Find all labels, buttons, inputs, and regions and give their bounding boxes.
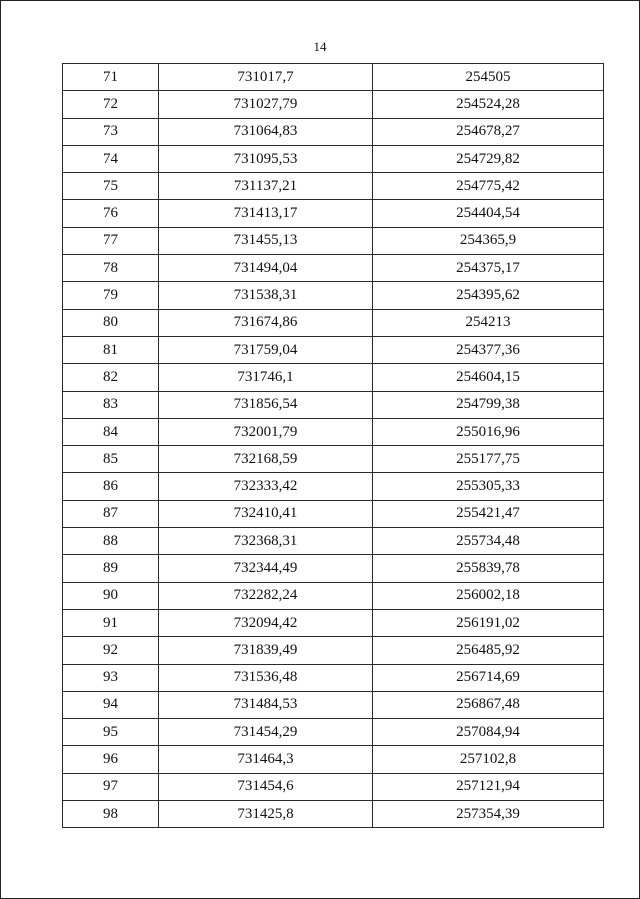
x-coordinate-cell: 731064,83 (159, 118, 373, 145)
table-row (63, 173, 604, 200)
y-coordinate-cell: 254505 (373, 64, 604, 91)
table-row (63, 145, 604, 172)
coordinates-table-body (63, 64, 604, 828)
point-number-cell: 98 (63, 801, 159, 828)
x-coordinate-cell: 731454,29 (159, 719, 373, 746)
x-coordinate-cell: 731538,31 (159, 282, 373, 309)
table-row (63, 609, 604, 636)
x-coordinate-cell: 732410,41 (159, 500, 373, 527)
y-coordinate-cell: 254404,54 (373, 200, 604, 227)
x-coordinate-cell: 731017,7 (159, 64, 373, 91)
point-number-cell: 93 (63, 664, 159, 691)
y-coordinate-cell: 254604,15 (373, 364, 604, 391)
table-row (63, 200, 604, 227)
point-number-cell: 96 (63, 746, 159, 773)
y-coordinate-cell: 255305,33 (373, 473, 604, 500)
point-number-cell: 80 (63, 309, 159, 336)
x-coordinate-cell: 731095,53 (159, 145, 373, 172)
x-coordinate-cell: 732344,49 (159, 555, 373, 582)
point-number-cell: 83 (63, 391, 159, 418)
point-number-cell: 82 (63, 364, 159, 391)
y-coordinate-cell: 257354,39 (373, 801, 604, 828)
table-row (63, 500, 604, 527)
y-coordinate-cell: 255421,47 (373, 500, 604, 527)
x-coordinate-cell: 732368,31 (159, 528, 373, 555)
table-row (63, 555, 604, 582)
y-coordinate-cell: 255839,78 (373, 555, 604, 582)
point-number-cell: 81 (63, 336, 159, 363)
point-number-cell: 86 (63, 473, 159, 500)
x-coordinate-cell: 732333,42 (159, 473, 373, 500)
y-coordinate-cell: 255177,75 (373, 446, 604, 473)
x-coordinate-cell: 731494,04 (159, 255, 373, 282)
table-row (63, 528, 604, 555)
point-number-cell: 75 (63, 173, 159, 200)
point-number-cell: 78 (63, 255, 159, 282)
x-coordinate-cell: 731746,1 (159, 364, 373, 391)
x-coordinate-cell: 731536,48 (159, 664, 373, 691)
x-coordinate-cell: 731413,17 (159, 200, 373, 227)
y-coordinate-cell: 254395,62 (373, 282, 604, 309)
table-row (63, 282, 604, 309)
x-coordinate-cell: 731464,3 (159, 746, 373, 773)
y-coordinate-cell: 254213 (373, 309, 604, 336)
coordinates-table (62, 63, 604, 828)
table-row (63, 746, 604, 773)
point-number-cell: 72 (63, 91, 159, 118)
table-row (63, 446, 604, 473)
y-coordinate-cell: 256191,02 (373, 609, 604, 636)
y-coordinate-cell: 254365,9 (373, 227, 604, 254)
point-number-cell: 97 (63, 773, 159, 800)
x-coordinate-cell: 732282,24 (159, 582, 373, 609)
point-number-cell: 76 (63, 200, 159, 227)
table-row (63, 418, 604, 445)
x-coordinate-cell: 732001,79 (159, 418, 373, 445)
x-coordinate-cell: 731425,8 (159, 801, 373, 828)
point-number-cell: 92 (63, 637, 159, 664)
y-coordinate-cell: 254678,27 (373, 118, 604, 145)
x-coordinate-cell: 731856,54 (159, 391, 373, 418)
point-number-cell: 90 (63, 582, 159, 609)
x-coordinate-cell: 731759,04 (159, 336, 373, 363)
table-row (63, 91, 604, 118)
table-row (63, 637, 604, 664)
table-row (63, 64, 604, 91)
y-coordinate-cell: 256002,18 (373, 582, 604, 609)
x-coordinate-cell: 732094,42 (159, 609, 373, 636)
x-coordinate-cell: 731454,6 (159, 773, 373, 800)
table-row (63, 691, 604, 718)
point-number-cell: 94 (63, 691, 159, 718)
table-row (63, 391, 604, 418)
x-coordinate-cell: 731137,21 (159, 173, 373, 200)
y-coordinate-cell: 257121,94 (373, 773, 604, 800)
table-row (63, 664, 604, 691)
x-coordinate-cell: 731484,53 (159, 691, 373, 718)
x-coordinate-cell: 732168,59 (159, 446, 373, 473)
y-coordinate-cell: 255016,96 (373, 418, 604, 445)
table-row (63, 801, 604, 828)
table-row (63, 255, 604, 282)
y-coordinate-cell: 257084,94 (373, 719, 604, 746)
point-number-cell: 71 (63, 64, 159, 91)
point-number-cell: 73 (63, 118, 159, 145)
table-row (63, 336, 604, 363)
y-coordinate-cell: 254375,17 (373, 255, 604, 282)
x-coordinate-cell: 731455,13 (159, 227, 373, 254)
x-coordinate-cell: 731839,49 (159, 637, 373, 664)
point-number-cell: 89 (63, 555, 159, 582)
table-row (63, 473, 604, 500)
y-coordinate-cell: 254729,82 (373, 145, 604, 172)
table-row (63, 773, 604, 800)
y-coordinate-cell: 256714,69 (373, 664, 604, 691)
y-coordinate-cell: 254524,28 (373, 91, 604, 118)
y-coordinate-cell: 254799,38 (373, 391, 604, 418)
y-coordinate-cell: 255734,48 (373, 528, 604, 555)
x-coordinate-cell: 731027,79 (159, 91, 373, 118)
x-coordinate-cell: 731674,86 (159, 309, 373, 336)
table-row (63, 364, 604, 391)
point-number-cell: 91 (63, 609, 159, 636)
point-number-cell: 95 (63, 719, 159, 746)
page-number: 14 (313, 39, 327, 54)
y-coordinate-cell: 256485,92 (373, 637, 604, 664)
y-coordinate-cell: 257102,8 (373, 746, 604, 773)
table-row (63, 227, 604, 254)
point-number-cell: 84 (63, 418, 159, 445)
table-row (63, 719, 604, 746)
table-row (63, 309, 604, 336)
y-coordinate-cell: 256867,48 (373, 691, 604, 718)
point-number-cell: 87 (63, 500, 159, 527)
point-number-cell: 79 (63, 282, 159, 309)
point-number-cell: 88 (63, 528, 159, 555)
table-row (63, 118, 604, 145)
point-number-cell: 85 (63, 446, 159, 473)
y-coordinate-cell: 254377,36 (373, 336, 604, 363)
y-coordinate-cell: 254775,42 (373, 173, 604, 200)
point-number-cell: 74 (63, 145, 159, 172)
point-number-cell: 77 (63, 227, 159, 254)
table-row (63, 582, 604, 609)
